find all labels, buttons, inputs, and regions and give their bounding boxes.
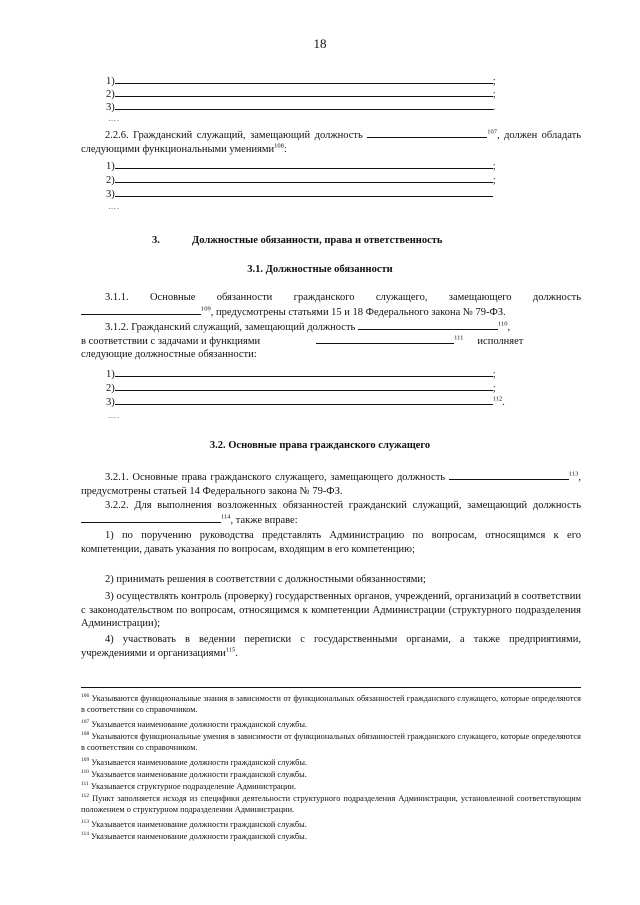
list-item: 3) . — [106, 99, 495, 114]
list-item: 1) ; — [106, 158, 496, 173]
footnote: $^{112}$ Пункт заполняется исходя из специфики деятельности структурного подразделения Администрации, установленной соответствующим положением о структурном подразделении Администрации. — [81, 793, 581, 814]
paragraph-3-1-1: 3.1.1. Основные обязанности гражданского служащего, замещающего должность $^{109}$, предусмотрены статьями 15 и 18 Федерального закона № 79-ФЗ. — [81, 291, 581, 319]
footnote: $^{113}$ Указывается наименование должности гражданской службы. — [81, 819, 307, 829]
list-item: 2) ; — [106, 172, 496, 187]
section-3-2-heading: 3.2. Основные права гражданского служащего — [209, 440, 431, 451]
footnote: $^{106}$ Указываются функциональные знания в зависимости от функциональных обязанностей гражданского служащего, которые определяются в соответствии со справочником. — [81, 693, 581, 714]
rights-item-2: 2) принимать решения в соответствии с должностными обязанностями; — [105, 574, 426, 585]
rights-item-3: 3) осуществлять контроль (проверку) государственных органов, учреждений, организаций в соответствии с законодательством по вопросам, относящимся к компетенции Администрации (структурного подразделения Администрации); — [81, 591, 581, 629]
paragraph-3-2-2: 3.2.2. Для выполнения возложенных обязанностей гражданский служащий, замещающий должность $^{114}$, также вправе: — [81, 499, 581, 527]
rights-item-1: 1) по поручению руководства представлять Администрацию по вопросам, относящимся к его компетенции, давать указания по вопросам, входящим в его компетенцию; — [81, 530, 581, 555]
paragraph-3-1-2: 3.1.2. Гражданский служащий, замещающий должность $^{110}$, — [105, 320, 511, 333]
page-number: 18 — [313, 36, 327, 51]
footnote: $^{110}$ Указывается наименование должности гражданской службы. — [81, 769, 307, 779]
footnote: $^{114}$ Указывается наименование должности гражданской службы. — [81, 831, 307, 841]
footnote: $^{109}$ Указывается наименование должности гражданской службы. — [81, 757, 307, 767]
paragraph-3-1-2-line2: в соответствии с задачами и функциями $^{111}$ исполняет — [81, 334, 524, 347]
list-item: 2) ; — [106, 380, 496, 395]
ellipsis: …. — [108, 411, 120, 420]
list-item: 2) ; — [106, 86, 496, 101]
list-item: 3) $^{112}$. — [106, 395, 505, 408]
footnote: $^{107}$ Указывается наименование должности гражданской службы. — [81, 719, 307, 729]
paragraph-3-2-1: 3.2.1. Основные права гражданского служащего, замещающего должность $^{113}$, предусмотрены статьей 14 Федерального закона № 79-ФЗ. — [81, 470, 582, 497]
footnote: $^{111}$ Указывается структурное подразделение Администрации. — [81, 781, 297, 791]
rights-item-4: 4) участвовать в ведении переписки с государственными органами, а также предприятиями, учреждениями и организациями$^{115}$. — [81, 634, 581, 659]
ellipsis: …. — [108, 202, 120, 211]
list-item: 3) — [106, 186, 493, 201]
ellipsis: …. — [108, 114, 120, 123]
footnote-separator — [81, 687, 581, 688]
list-item: 1) ; — [106, 366, 496, 381]
list-item: 1) ; — [106, 73, 496, 88]
paragraph-3-1-2-line3: следующие должностные обязанности: — [81, 349, 257, 360]
paragraph-2-2-6: 2.2.6. Гражданский служащий, замещающий должность $^{107}$, должен обладать следующими функциональными умениями$^{108}$: — [81, 128, 581, 155]
section-3-heading: 3. Должностные обязанности, права и ответственность — [152, 235, 443, 246]
section-3-1-heading: 3.1. Должностные обязанности — [247, 264, 393, 275]
footnote: $^{108}$ Указываются функциональные умения в зависимости от функциональных обязанностей гражданского служащего, которые определяются в соответствии со справочником. — [81, 731, 581, 752]
